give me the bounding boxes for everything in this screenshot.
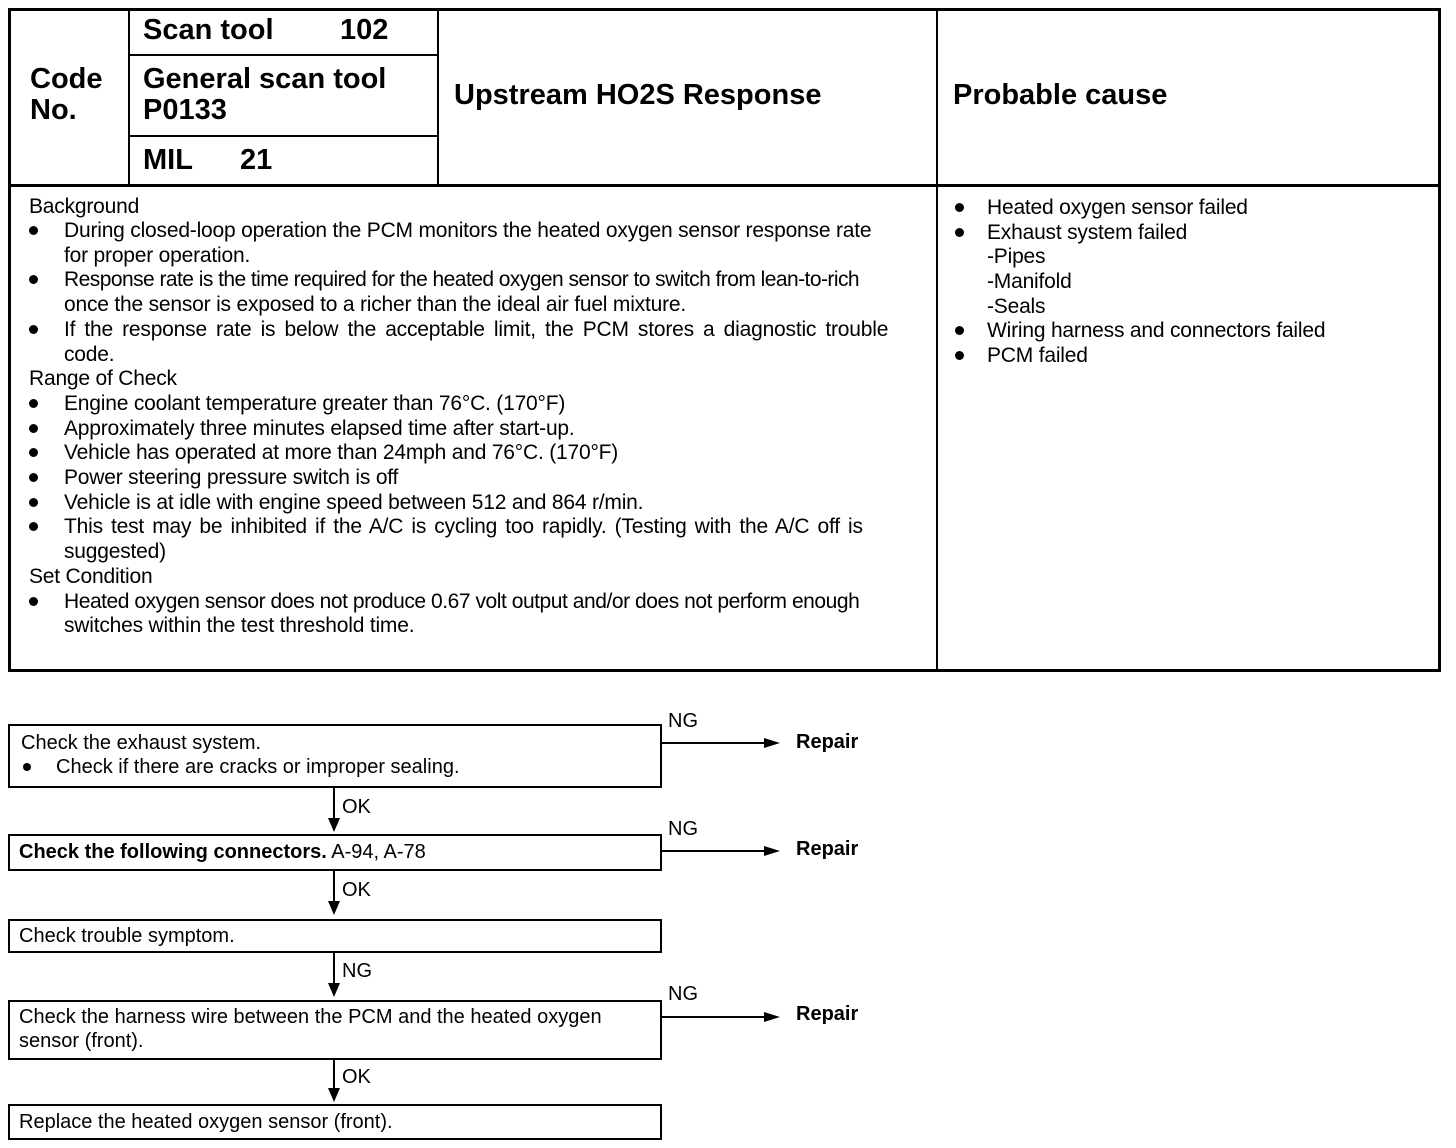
scan-tool-label: Scan tool [143,14,274,46]
arrow-down-icon [328,818,340,832]
cause-item-3: Wiring harness and connectors failed [987,319,1326,342]
arrow-right-icon [764,846,780,856]
step-4-line-1: Check the harness wire between the PCM and the heated oxygen [19,1006,602,1028]
step-2-text [19,841,426,864]
page-title: Upstream HO2S Response [454,79,822,111]
bullet-icon [29,275,38,284]
step-2-bold: Check the following connectors. [19,841,327,863]
step-1-line-1: Check the exhaust system. [21,732,262,754]
repair-label: Repair [796,1003,859,1025]
cause-sub-3: -Seals [987,295,1046,318]
header-rule [8,184,1441,187]
ok-label: OK [342,879,371,901]
cause-item-4: PCM failed [987,344,1088,367]
cause-item-1: Heated oxygen sensor failed [987,196,1248,219]
bullet-icon [29,498,38,507]
bullet-icon [29,424,38,433]
bullet-icon [955,203,964,212]
cause-item-2: Exhaust system failed [987,221,1188,244]
set-condition-line-2: switches within the test threshold time. [64,614,415,637]
bullet-icon [29,399,38,408]
background-bullet-3-line-1: If the response rate is below the acceptable limit, the PCM stores a diagnostic trouble [64,318,889,341]
ng-label: NG [342,960,372,982]
general-scan-tool-label: General scan tool [143,63,387,95]
ng-connector [333,953,335,983]
arrow-down-icon [328,901,340,915]
bullet-icon [955,228,964,237]
set-condition-heading: Set Condition [29,565,153,588]
ng-connector [662,1016,766,1018]
range-bullet-2: Approximately three minutes elapsed time after start-up. [64,417,575,440]
subrow-rule-2 [128,135,438,137]
col-sep-code [128,8,130,186]
set-condition-line-1: Heated oxygen sensor does not produce 0.67 volt output and/or does not perform enough [64,590,860,613]
background-bullet-2-line-1: Response rate is the time required for the heated oxygen sensor to switch from lean-to-rich [64,268,860,291]
background-bullet-3-line-2: code. [64,343,115,366]
step-3-text: Check trouble symptom. [19,925,235,947]
general-scan-tool-value: P0133 [143,94,227,126]
subrow-rule-1 [128,54,438,56]
ok-label: OK [342,796,371,818]
arrow-right-icon [764,1012,780,1022]
bullet-icon [29,522,38,531]
bullet-icon [29,325,38,334]
background-bullet-1-line-2: for proper operation. [64,244,251,267]
ng-label: NG [668,983,698,1005]
ng-label: NG [668,710,698,732]
ok-connector [333,871,335,901]
bullet-icon [29,226,38,235]
col-sep-title [437,8,439,186]
step-2-connectors: A-94, A-78 [326,841,426,863]
scan-tool-value: 102 [340,14,389,46]
ok-label: OK [342,1066,371,1088]
background-bullet-2-line-2: once the sensor is exposed to a richer than the ideal air fuel mixture. [64,293,686,316]
mil-label: MIL [143,144,193,176]
ng-connector [662,742,766,744]
bullet-icon [955,326,964,335]
arrow-right-icon [764,738,780,748]
arrow-down-icon [328,1088,340,1102]
mil-value: 21 [240,144,273,176]
justified-text: During closed-loop operation the PCM monitors the heated oxygen sensor response rate [64,219,872,242]
probable-cause-header: Probable cause [953,79,1168,111]
step-4-line-2: sensor (front). [19,1030,144,1052]
repair-label: Repair [796,731,859,753]
background-bullet-1-line-1 [64,219,919,244]
col-sep-cause [936,8,938,672]
bullet-icon [955,351,964,360]
repair-label: Repair [796,838,859,860]
bullet-icon [29,597,38,606]
range-bullet-6-line-1: This test may be inhibited if the A/C is cycling too rapidly. (Testing with the A/C off is [64,515,863,538]
arrow-down-icon [328,983,340,997]
range-bullet-3: Vehicle has operated at more than 24mph and 76°C. (170°F) [64,441,619,464]
bullet-icon [29,473,38,482]
range-bullet-5: Vehicle is at idle with engine speed between 512 and 864 r/min. [64,491,644,514]
bullet-icon [23,763,31,771]
code-no-label: Code No. [30,63,103,126]
range-bullet-1: Engine coolant temperature greater than 76°C. (170°F) [64,392,566,415]
ng-connector [662,850,766,852]
range-bullet-4: Power steering pressure switch is off [64,466,399,489]
range-bullet-6-line-2: suggested) [64,540,166,563]
bullet-icon [29,448,38,457]
step-5-text: Replace the heated oxygen sensor (front). [19,1111,393,1133]
range-of-check-heading: Range of Check [29,367,177,390]
ok-connector [333,1060,335,1090]
ok-connector [333,788,335,818]
background-heading: Background [29,195,140,218]
cause-sub-2: -Manifold [987,270,1072,293]
step-1-line-2: Check if there are cracks or improper sealing. [56,756,460,778]
ng-label: NG [668,818,698,840]
cause-sub-1: -Pipes [987,245,1046,268]
